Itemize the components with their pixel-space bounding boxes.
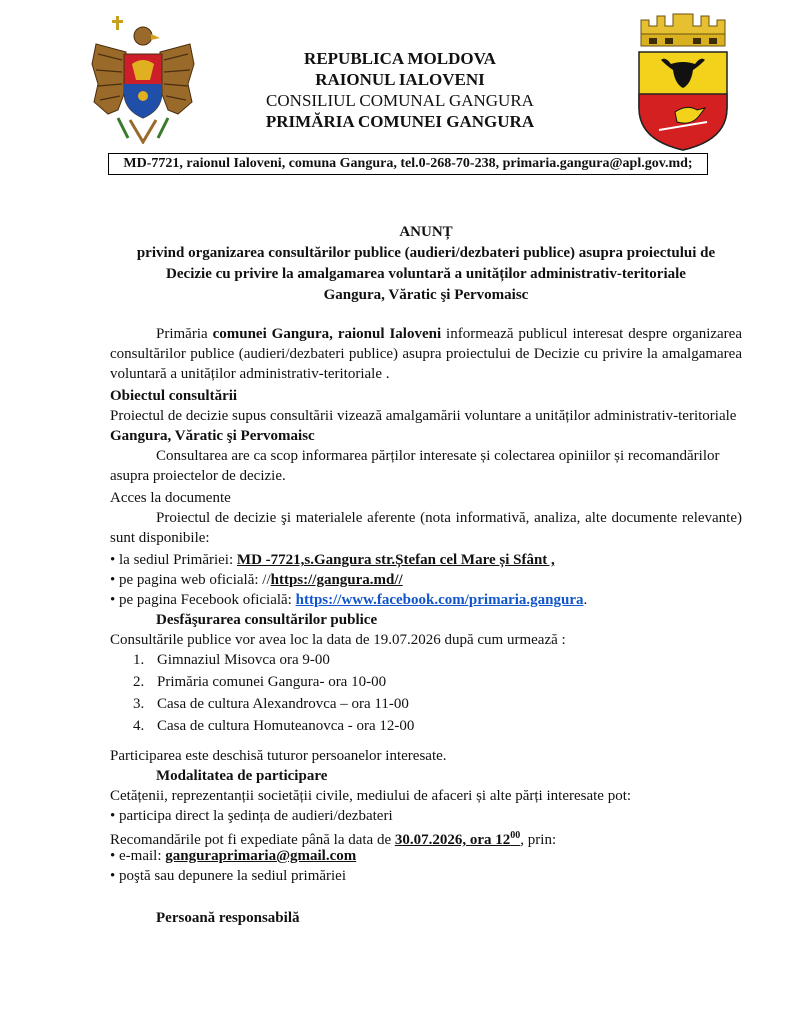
list-item-text: Primăria comunei Gangura- ora 10-00 — [157, 674, 387, 690]
header-line-council: CONSILIUL COMUNAL GANGURA — [266, 91, 534, 110]
objective-text-a: Proiectul de decizie supus consultării vizează amalgamării voluntare a unităților administrativ-teritoriale — [110, 408, 737, 424]
header-line-district: RAIONUL IALOVENI — [315, 70, 485, 89]
responsible-person-heading: Persoană responsabilă — [156, 910, 300, 926]
participation-bullet-direct: • participa direct la şedința de audieri/dezbateri — [110, 808, 393, 824]
list-item-text: Casa de cultura Alexandrovca – ora 11-00 — [157, 696, 409, 712]
contact-box: MD-7721, raionul Ialoveni, comuna Gangura, tel.0-268-70-238, primaria.gangura@apl.gov.md; — [108, 153, 708, 175]
intro-text-a: Primăria — [156, 326, 213, 342]
access-bullet-facebook-label: • pe pagina Fecebook oficială: — [110, 592, 296, 608]
access-heading: Acces la documente — [110, 490, 231, 506]
list-item — [133, 716, 414, 736]
title-line-2: Decizie cu privire la amalgamarea voluntară a unităților administrativ-teritoriale — [166, 266, 686, 282]
access-bullet-office — [110, 550, 742, 570]
header-line-mayoralty: PRIMĂRIA COMUNEI GANGURA — [265, 112, 535, 131]
intro-paragraph — [110, 324, 742, 384]
list-item-number: 4. — [133, 718, 145, 734]
intro-text-bold: comunei Gangura, raionul Ialoveni — [212, 326, 442, 342]
post-bullet: • poştă sau depunere la sediul primăriei — [110, 868, 347, 884]
access-bullet-office-label: • la sediul Primăriei: — [110, 552, 237, 568]
list-item — [133, 650, 330, 670]
moldova-coat-of-arms-icon — [88, 14, 198, 144]
email-bullet — [110, 846, 742, 866]
facebook-link-end: . — [583, 592, 588, 608]
announcement-heading: ANUNȚ — [399, 224, 453, 240]
access-bullet-facebook — [110, 590, 742, 610]
list-item — [133, 694, 409, 714]
title-line-3: Gangura, Văratic şi Pervomaisc — [323, 287, 529, 303]
email-link[interactable]: ganguraprimaria@gmail.com — [165, 848, 357, 864]
facebook-link[interactable]: https://www.facebook.com/primaria.gangura — [295, 592, 584, 608]
list-item-number: 3. — [133, 696, 145, 712]
list-item-text: Casa de cultura Homuteanovca - ora 12-00 — [157, 718, 415, 734]
intro-text-b: informează publicul interesat despre organizarea consultărilor publice (audieri/dezbateri publice) asupra proiectului de Decizie cu privire la amalgamarea voluntară a unităților administrativ-teritoriale . — [110, 326, 742, 382]
recommendations-text-end: , prin: — [520, 832, 557, 848]
header-line-country: REPUBLICA MOLDOVA — [304, 49, 496, 68]
participation-who: Cetățenii, reprezentanții societății civile, mediului de afaceri și alte părți interesate pot: — [110, 788, 632, 804]
objective-heading: Obiectul consultării — [110, 388, 238, 404]
schedule-text: Consultările publice vor avea loc la data de 19.07.2026 după cum urmează : — [110, 632, 566, 648]
header — [200, 48, 600, 132]
office-address-link[interactable]: MD -7721,s.Gangura str.Ștefan cel Mare și Sfânt , — [236, 552, 555, 568]
participation-open: Participarea este deschisă tuturor persoanelor interesate. — [110, 748, 447, 764]
deadline-date: 30.07.2026, ora 12 — [394, 832, 511, 848]
recommendations-text-a: Recomandările pot fi expediate până la data de — [110, 832, 395, 848]
list-item-text: Gimnaziul Misovca ora 9-00 — [157, 652, 330, 668]
schedule-heading: Desfăşurarea consultărilor publice — [156, 612, 378, 628]
email-bullet-label: • e-mail: — [110, 848, 166, 864]
access-bullet-web — [110, 570, 742, 590]
objective-text — [110, 406, 742, 446]
gangura-coat-of-arms-icon — [635, 12, 731, 152]
access-bullet-web-label: • pe pagina web oficială: // — [110, 572, 271, 588]
website-link[interactable]: https://gangura.md// — [270, 572, 403, 588]
list-item-number: 2. — [133, 674, 145, 690]
list-item — [133, 672, 386, 692]
participation-heading: Modalitatea de participare — [156, 768, 328, 784]
deadline-minutes: 00 — [510, 830, 521, 841]
objective-text-bold: Gangura, Văratic şi Pervomaisc — [110, 428, 315, 444]
list-item-number: 1. — [133, 652, 145, 668]
title-line-1: privind organizarea consultărilor publice (audieri/dezbateri publice) asupra proiectului de — [136, 245, 716, 261]
announcement-title — [110, 222, 742, 306]
objective-text-2: Consultarea are ca scop informarea părților interesate și colectarea opiniilor și recomandărilor asupra proiectelor de decizie. — [110, 448, 720, 484]
access-text: Proiectul de decizie şi materialele aferente (nota informativă, analiza, alte documente relevante) sunt disponibile: — [110, 510, 742, 546]
